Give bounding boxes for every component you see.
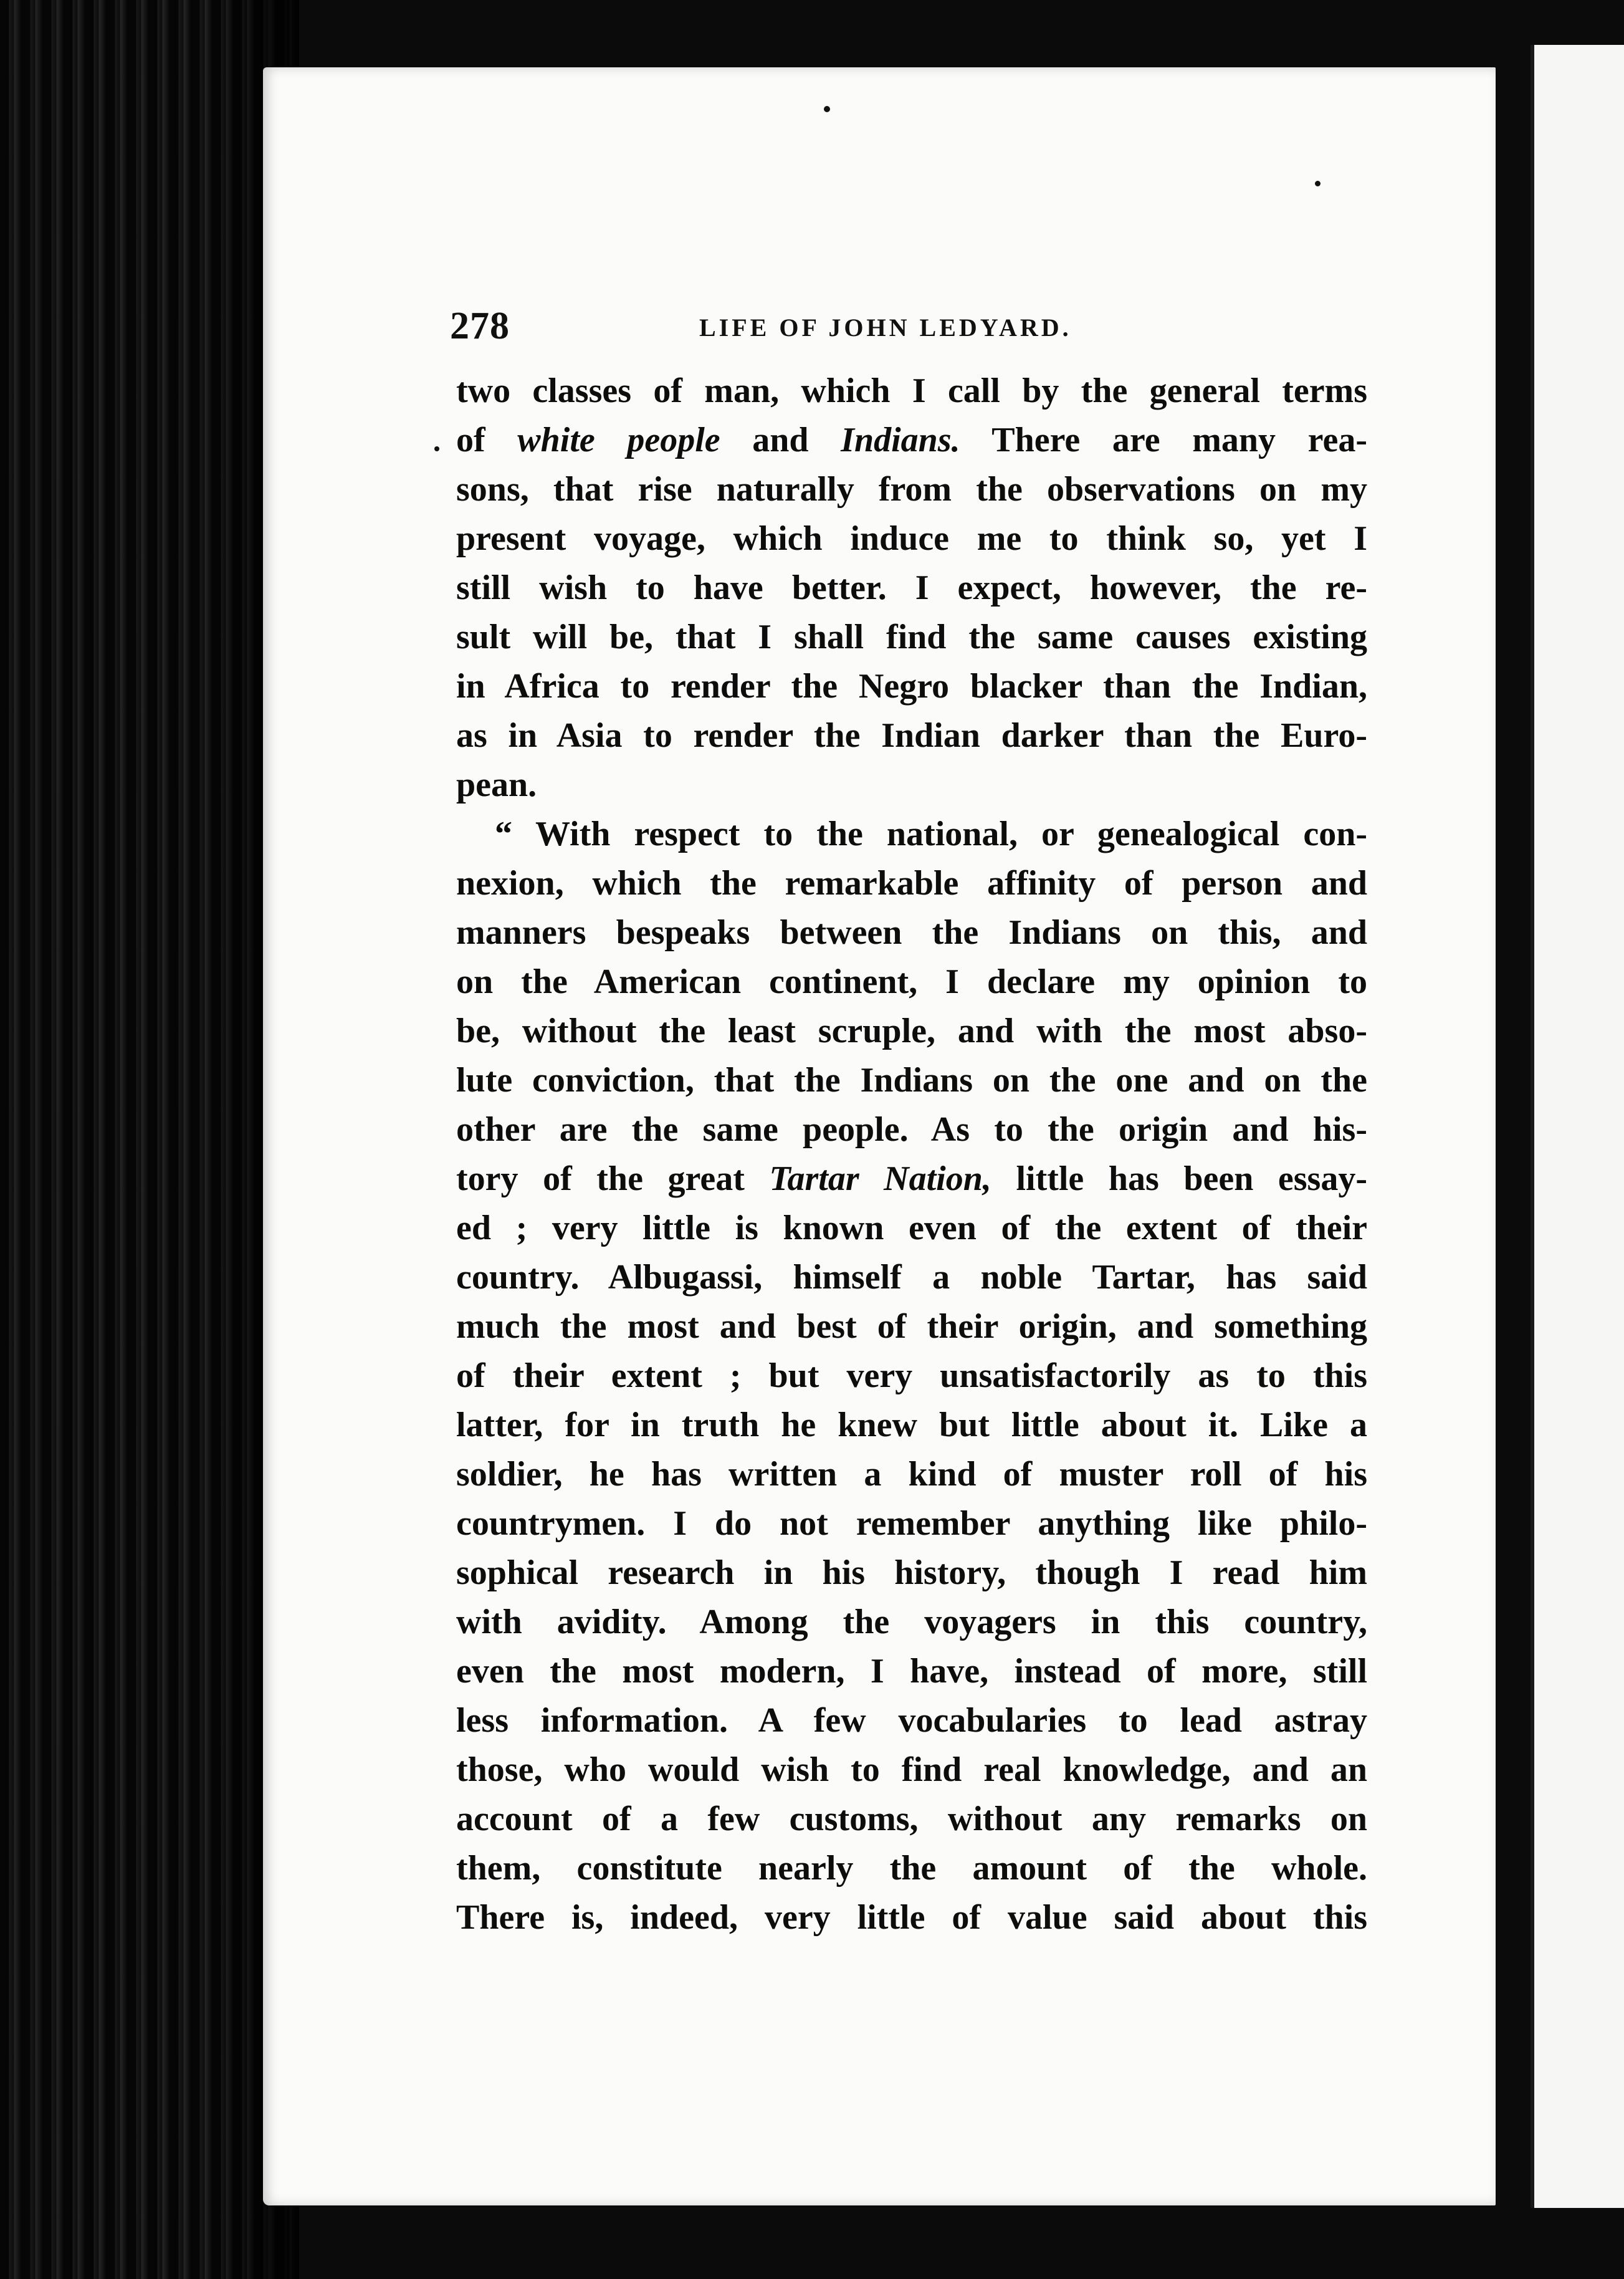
text-segment: There are many rea- [960, 421, 1367, 459]
text-line [456, 1647, 1367, 1696]
text-segment: There is, indeed, very little of value said about this [456, 1898, 1367, 1937]
text-segment: less information. A few vocabularies to lead astray [456, 1701, 1367, 1740]
text-segment: with avidity. Among the voyagers in this country, [456, 1603, 1367, 1641]
text-line [456, 613, 1367, 662]
text-line [456, 1745, 1367, 1795]
text-segment: as in Asia to render the Indian darker than the Euro- [456, 716, 1367, 755]
facing-page-edge [1531, 45, 1624, 2208]
text-line [456, 1302, 1367, 1351]
text-line [456, 1795, 1367, 1844]
text-segment: present voyage, which induce me to think so, yet I [456, 519, 1367, 558]
text-line [456, 564, 1367, 613]
text-segment: account of a few customs, without any remarks on [456, 1800, 1367, 1838]
page-number: 278 [450, 305, 510, 347]
text-segment: even the most modern, I have, instead of more, still [456, 1652, 1367, 1691]
text-segment: country. Albugassi, himself a noble Tartar, has said [456, 1258, 1367, 1297]
text-segment: them, constitute nearly the amount of the whole. [456, 1849, 1367, 1888]
text-line [456, 908, 1367, 957]
text-line [456, 514, 1367, 564]
print-speck [1315, 181, 1321, 186]
text-segment: manners bespeaks between the Indians on this, and [456, 913, 1367, 952]
text-line [456, 1598, 1367, 1647]
text-segment: sult will be, that I shall find the same causes existing [456, 618, 1367, 656]
text-line [456, 1056, 1367, 1105]
text-line [456, 1007, 1367, 1056]
text-line [456, 416, 1367, 465]
text-segment: be, without the least scruple, and with the most abso- [456, 1012, 1367, 1050]
text-line [456, 465, 1367, 514]
text-line [456, 1105, 1367, 1154]
text-line [456, 1696, 1367, 1745]
text-line [456, 1154, 1367, 1204]
text-line [456, 859, 1367, 908]
text-line [456, 760, 1367, 810]
text-line [456, 1844, 1367, 1893]
text-line [456, 1401, 1367, 1450]
text-segment: soldier, he has written a kind of muster roll of his [456, 1455, 1367, 1494]
print-speck [824, 106, 830, 112]
text-segment: sophical research in his history, though I read him [456, 1553, 1367, 1592]
text-line [456, 662, 1367, 711]
text-line [456, 1893, 1367, 1942]
text-segment: countrymen. I do not remember anything like philo- [456, 1504, 1367, 1543]
text-line [456, 711, 1367, 760]
text-segment: little has been essay- [991, 1159, 1367, 1198]
text-line [456, 1450, 1367, 1499]
book-page [263, 67, 1496, 2205]
text-segment: tory of the great [456, 1159, 770, 1198]
running-header [450, 304, 1385, 373]
italic-phrase: Indians. [841, 421, 960, 459]
text-segment: latter, for in truth he knew but little about it. Like a [456, 1406, 1367, 1444]
text-segment: on the American continent, I declare my opinion to [456, 962, 1367, 1001]
running-title: LIFE OF JOHN LEDYARD. [699, 314, 1072, 342]
text-segment: two classes of man, which I call by the general terms [456, 372, 1367, 410]
print-speck [434, 446, 439, 451]
text-line [456, 1548, 1367, 1598]
text-line [456, 367, 1367, 416]
text-line [456, 1253, 1367, 1302]
text-line [456, 957, 1367, 1007]
text-segment: those, who would wish to find real knowledge, and an [456, 1750, 1367, 1789]
text-segment: lute conviction, that the Indians on the one and on the [456, 1061, 1367, 1100]
text-segment: other are the same people. As to the origin and his- [456, 1110, 1367, 1149]
text-segment: in Africa to render the Negro blacker than the Indian, [456, 667, 1367, 706]
text-segment: pean. [456, 765, 537, 804]
text-segment: and [720, 421, 841, 459]
text-segment: ed ; very little is known even of the extent of their [456, 1209, 1367, 1247]
text-line [456, 1351, 1367, 1401]
text-segment: of [456, 421, 518, 459]
italic-phrase: Tartar Nation, [769, 1159, 991, 1198]
text-segment: nexion, which the remarkable affinity of person and [456, 864, 1367, 903]
text-segment: of their extent ; but very unsatisfactorily as to this [456, 1356, 1367, 1395]
text-line [456, 1204, 1367, 1253]
body-text [456, 367, 1367, 1942]
text-segment: still wish to have better. I expect, however, the re- [456, 569, 1367, 607]
text-line [456, 810, 1367, 859]
italic-phrase: white people [517, 421, 720, 459]
text-segment: much the most and best of their origin, and something [456, 1307, 1367, 1346]
text-line [456, 1499, 1367, 1548]
text-segment: “ With respect to the national, or genealogical con- [495, 815, 1367, 853]
text-segment: sons, that rise naturally from the observations on my [456, 470, 1367, 509]
